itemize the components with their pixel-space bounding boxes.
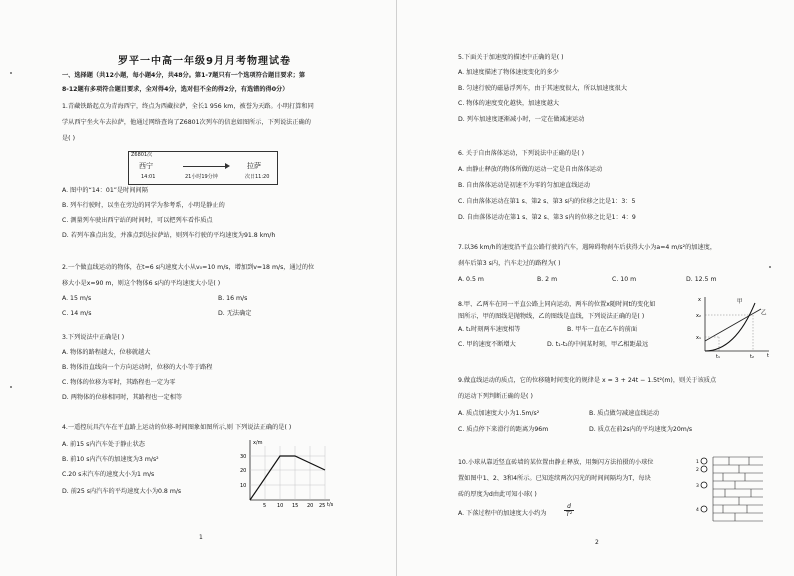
q5-option-b: B. 匀速行驶的磁悬浮列车，由于其速度很大，所以加速度很大 <box>458 85 628 92</box>
q8-option-a: A. t₁时刻两车速度相等 <box>458 326 521 333</box>
q10-fraction-numerator: d <box>567 503 571 510</box>
q8-label-x2: x₂ <box>696 313 701 319</box>
ticket-duration: 21小时19分钟 <box>185 174 218 180</box>
q7-line1: 7.以36 km/h的速度沿平直公路行驶的汽车，遇障碍物刹车后获得大小为a=4 m/s²的加速度， <box>458 244 717 251</box>
q3-option-a: A. 物体的路程越大，位移就越大 <box>62 349 151 356</box>
q3-option-c: C. 物体的位移为零时，其路程也一定为零 <box>62 379 176 386</box>
exam-page-right <box>397 0 794 576</box>
q4-option-b: B. 前10 s内汽车的加速度为3 m/s² <box>62 456 159 463</box>
q4-option-c: C.20 s末汽车的速度大小为1 m/s <box>62 471 155 478</box>
q4-option-a: A. 前15 s内汽车处于静止状态 <box>62 441 145 448</box>
ball-label-4: 4 <box>696 508 699 513</box>
q3-line1: 3.下列说法中正确是( ) <box>62 334 125 341</box>
q2-line1: 2.一个做直线运动的物体，在t=6 s内速度大小从v₀=10 m/s，增加到v=18 m/s，通过的位 <box>62 264 315 271</box>
q8-line-yi <box>705 309 761 341</box>
q7-option-c: C. 10 m <box>612 276 637 283</box>
q5-option-d: D. 列车加速度逐渐减小时，一定在做减速运动 <box>458 116 585 123</box>
q5-line1: 5.下面关于加速度的描述中正确的是( ) <box>458 54 564 61</box>
q4-y-tick: 10 <box>240 483 247 489</box>
q8-label-t1: t₁ <box>716 354 720 359</box>
q6-option-a: A. 由静止释放的物体所做的运动一定是自由落体运动 <box>458 166 603 173</box>
q2-option-d: D. 无法确定 <box>218 310 252 317</box>
ball-position-3 <box>701 482 707 488</box>
page-number-2: 2 <box>595 539 599 546</box>
q10-line2: 置如图中1、2、3和4所示。已知连续两次闪光的时间间隔均为T，每块 <box>458 475 651 482</box>
q8-label-jia: 甲 <box>737 299 743 305</box>
q9-option-c: C. 质点停下来滑行的距离为96m <box>458 426 549 433</box>
ticket-to: 拉萨 <box>247 162 261 170</box>
q4-x-tick: 5 <box>263 503 267 508</box>
ball-label-3: 3 <box>696 484 699 489</box>
q2-option-a: A. 15 m/s <box>62 295 92 302</box>
q8-option-b: B. 甲车一直在乙车的前面 <box>567 326 638 333</box>
q10-line3: 砖的厚度为d由此可知小球( ) <box>458 491 537 498</box>
section-heading: 一、选择题（共12小题，每小题4分，共48分。第1-7题只有一个选项符合题目要求；第 <box>62 72 306 79</box>
q4-grid <box>250 446 325 500</box>
q7-option-a: A. 0.5 m <box>458 276 484 283</box>
q1-option-b: B. 列车行驶时，以坐在旁边的同学为参考系，小明是静止的 <box>62 202 225 209</box>
q5-option-a: A. 加速度描述了物体速度变化的多少 <box>458 69 559 76</box>
exam-title: 罗平一中高一年级9月月考物理试卷 <box>118 56 291 67</box>
q2-option-c: C. 14 m/s <box>62 310 92 317</box>
q4-x-tick: 25 <box>319 503 326 508</box>
ball-label-2: 2 <box>696 468 699 473</box>
q8-option-c: C. 甲的速度不断增大 <box>458 341 516 348</box>
q9-option-a: A. 质点加速度大小为1.5m/s² <box>458 410 540 417</box>
page-number-1: 1 <box>199 534 203 541</box>
ticket-from: 西宁 <box>139 162 153 170</box>
q7-line2: 刹车后第3 s内，汽车走过的路程为( ) <box>458 260 561 267</box>
q10-line1: 10.小球从靠近竖直砖墙的某位置由静止释放，用频闪方法拍摄的小球位 <box>458 459 654 466</box>
q1-option-d: D. 若列车准点出发，并准点到达拉萨站，则列车行驶的平均速度为91.8 km/h <box>62 232 276 239</box>
q6-option-b: B. 自由落体运动是初速不为零的匀加速直线运动 <box>458 182 590 189</box>
binding-hole <box>10 72 12 74</box>
ticket-arrow <box>183 166 227 167</box>
q8-label-x1: x₁ <box>696 335 701 341</box>
binding-hole <box>10 386 12 388</box>
q10-option-a: A. 下落过程中的加速度大小约为 <box>458 510 547 517</box>
q4-line1: 4.一遥控玩具汽车在平直路上运动的位移-时间图象如图所示,则 下列说法正确的是( ) <box>62 424 292 431</box>
q6-option-d: D. 自由落体运动在第1 s、第2 s、第3 s内的位移之比是1：4：9 <box>458 214 636 221</box>
q4-option-d: D. 前25 s内汽车的平均速度大小为0.8 m/s <box>62 488 182 495</box>
q4-y-label: x/m <box>253 440 263 446</box>
q9-option-b: B. 质点做匀减速直线运动 <box>589 410 660 417</box>
q3-option-b: B. 物体沿直线向一个方向运动时，位移的大小等于路程 <box>62 364 213 371</box>
q8-line2: 图所示，甲的图线是抛物线，乙的图线是直线，下列说法正确的是( ) <box>458 313 645 320</box>
q10-brick-wall-figure <box>695 453 765 525</box>
q1-option-a: A. 图中的“14：01”是时间间隔 <box>62 187 148 194</box>
q6-option-c: C. 自由落体运动在第1 s、第2 s、第3 s内的位移之比是1：3：5 <box>458 198 636 205</box>
q7-option-b: B. 2 m <box>537 276 558 283</box>
q8-position-time-graph <box>695 293 773 359</box>
section-heading-2: 8-12题有多项符合题目要求，全对得4分，选对但不全的得2分，有选错的得0分） <box>62 86 289 93</box>
ball-position-2 <box>701 466 707 472</box>
binding-hole <box>769 266 771 268</box>
train-ticket-figure <box>128 151 278 185</box>
q10-fraction <box>563 503 575 518</box>
q8-option-d: D. t₁-t₂的中间某时刻，甲乙相距最远 <box>547 341 649 348</box>
q2-option-b: B. 16 m/s <box>218 295 248 302</box>
q9-line2: 的运动下列判断正确的是( ) <box>458 393 533 400</box>
q8-label-yi: 乙 <box>761 310 767 316</box>
q4-position-time-graph <box>236 436 336 508</box>
q4-y-tick: 20 <box>240 468 247 474</box>
q4-graph-line <box>250 456 325 500</box>
q9-line1: 9.做直线运动的质点，它的位移随时间变化的规律是 x = 3 + 24t − 1.5t²(m)，则关于该质点 <box>458 377 717 384</box>
q8-label-t2: t₂ <box>750 354 754 359</box>
q3-option-d: D. 两物体的位移相同时，其路程也一定相等 <box>62 394 183 401</box>
q2-line2: 移大小是x=90 m，则这个物体6 s内的平均速度大小是( ) <box>62 280 221 287</box>
q4-x-tick: 20 <box>307 503 314 508</box>
q8-label-x: x <box>698 297 701 303</box>
q6-line1: 6. 关于自由落体运动，下列说法中正确的是( ) <box>458 150 585 157</box>
ball-label-1: 1 <box>696 460 699 465</box>
q1-line1: 1.青藏铁路起点为青海西宁，终点为西藏拉萨，全长1 956 km，被誉为天路。小明打算和同 <box>62 103 314 110</box>
brick-lines <box>713 457 763 521</box>
ticket-train-no: Z6801次 <box>131 152 153 158</box>
q8-line1: 8.甲、乙两车在同一平直公路上同向运动，两车的位置x随时间t的变化如 <box>458 301 656 308</box>
q9-option-d: D. 质点在前2s内的平均速度为20m/s <box>589 426 693 433</box>
q5-option-c: C. 物体的速度变化越快，加速度越大 <box>458 100 560 107</box>
q8-label-t: t <box>767 353 769 359</box>
ticket-to-time: 次日11:20 <box>245 174 270 180</box>
ball-position-4 <box>701 506 707 512</box>
ticket-from-time: 14:01 <box>141 174 156 180</box>
q4-x-tick: 10 <box>277 503 284 508</box>
q4-x-label: t/s <box>327 502 334 508</box>
ball-position-1 <box>701 458 707 464</box>
q1-line2: 学从西宁坐火车去拉萨，他通过网络查询了Z6801次列车的信息如图所示，下列说法正确的 <box>62 119 311 126</box>
q1-line3: 是( ) <box>62 135 75 142</box>
q1-option-c: C. 测量列车驶出西宁站的时间时，可以把列车看作质点 <box>62 217 213 224</box>
q7-option-d: D. 12.5 m <box>686 276 717 283</box>
q10-fraction-denominator: T² <box>565 510 573 518</box>
q4-x-tick: 15 <box>292 503 299 508</box>
ticket-arrow-head <box>225 163 230 169</box>
q4-y-tick: 30 <box>240 454 247 460</box>
